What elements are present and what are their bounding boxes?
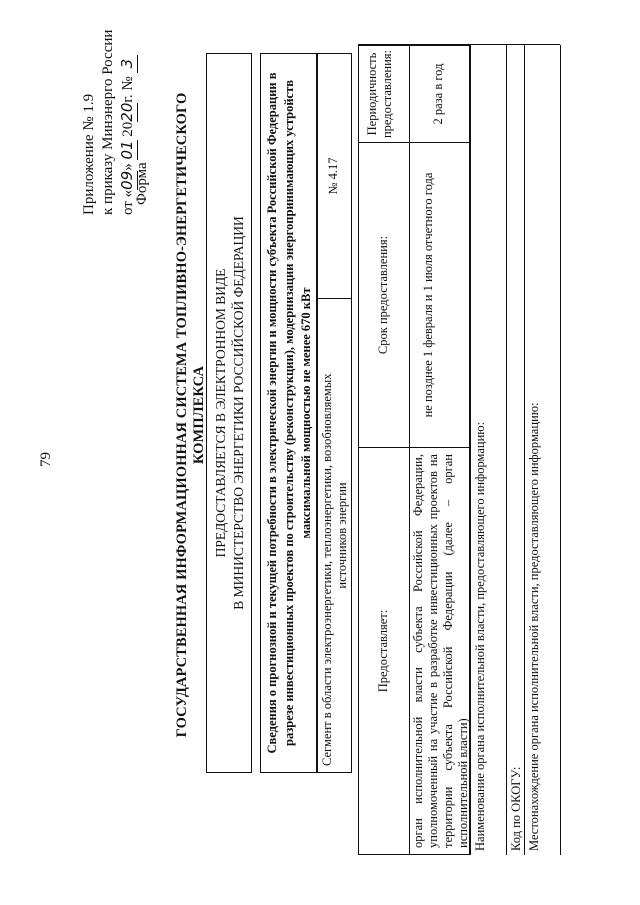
appendix-number: 3 [118, 55, 138, 73]
system-title: ГОСУДАРСТВЕННАЯ ИНФОРМАЦИОННАЯ СИСТЕМА ТОПЛИВНО-ЭНЕРГЕТИЧЕСКОГО КОМПЛЕКСА [174, 92, 207, 738]
info-okogu-label: Код по ОКОГУ: [509, 766, 523, 851]
header-deadline: Срок предоставления: [359, 142, 409, 447]
page-number: 79 [38, 452, 54, 467]
appendix-day: 09 [118, 170, 136, 190]
cell-deadline: не позднее 1 февраля и 1 июля отчетного года [409, 142, 471, 447]
segment-line-2: источников энергии [335, 482, 349, 589]
submission-table [358, 45, 470, 855]
header-provider: Предоставляет: [359, 447, 409, 854]
info-okogu-row [506, 45, 524, 855]
segment-line-1: Сегмент в области электроэнергетики, теплоэнергетики, возобновляемых [320, 373, 334, 766]
info-right-border [358, 44, 560, 45]
info-bottom-rule [560, 45, 561, 855]
electronic-submission-box [206, 53, 252, 773]
appendix-order-ref: к приказу Минэнерго России [100, 29, 116, 215]
info-name-row [470, 45, 506, 855]
info-location-row [524, 45, 560, 855]
segment-code: № 4.17 [326, 157, 340, 195]
appendix-title: Приложение № 1.9 [81, 93, 97, 215]
form-title-box [260, 53, 318, 773]
form-title: Сведения о прогнозной и текущей потребности в электрической энергии и мощности субъекта Российской Федерации в разрезе инвестиционных проектов по строительству (реконструкции), модернизации энергопринимающих устройств максимальной мощностью не менее 670 кВт [265, 72, 313, 754]
appendix-year: 20 [118, 102, 136, 122]
electronic-line-1: ПРЕДОСТАВЛЯЕТСЯ В ЭЛЕКТРОННОМ ВИДЕ [213, 268, 228, 558]
info-location-label: Местонахождение органа исполнительной власти, предоставляющего информацию: [527, 402, 541, 851]
appendix-month: 01 [118, 140, 136, 160]
appendix-header [80, 5, 138, 215]
segment-name [317, 298, 351, 772]
header-periodicity: Периодичность предоставления: [365, 49, 394, 139]
segment-box [316, 53, 352, 773]
electronic-line-2: В МИНИСТЕРСТВО ЭНЕРГЕТИКИ РОССИЙСКОЙ ФЕДЕРАЦИИ [231, 216, 246, 610]
form-label: Форма [134, 162, 150, 205]
table-row [409, 46, 471, 854]
cell-periodicity: 2 раза в год [431, 63, 445, 125]
info-name-label: Наименование органа исполнительной власти, предоставляющего информацию: [473, 421, 487, 851]
table-header-row [359, 46, 410, 854]
appendix-date-line: от «09» 01 2020г. № 3 [118, 5, 138, 215]
cell-provider: орган исполнительной власти субъекта Российской Федерации, уполномоченный на участие в разработке инвестиционных проектов на территории субъекта Российской Федерации (далее – орган исполнительной власти) [409, 447, 471, 854]
